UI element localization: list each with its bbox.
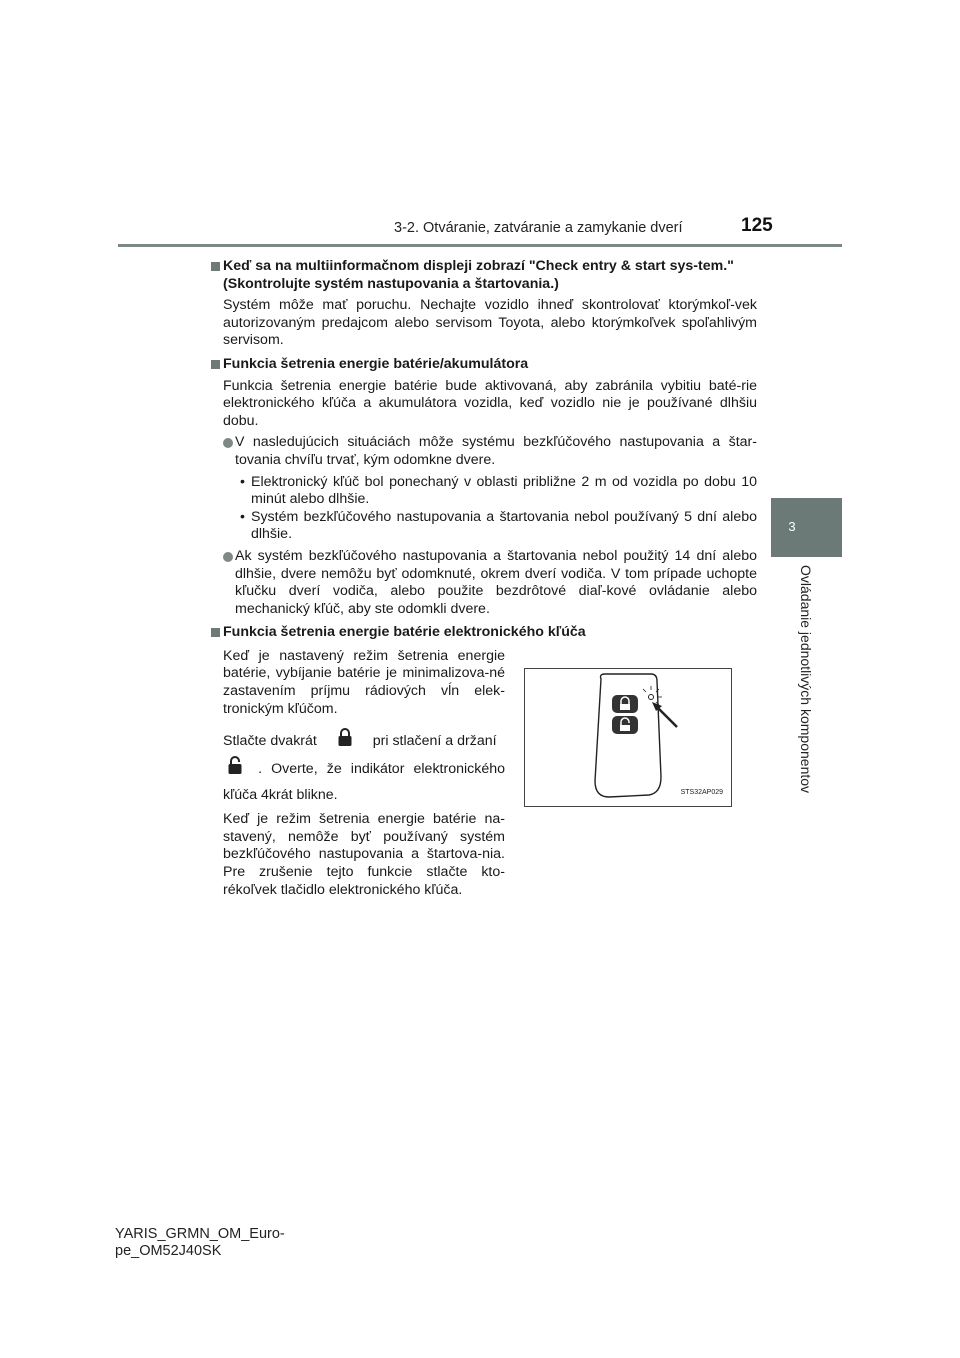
page-content (211, 254, 757, 908)
footer (115, 1226, 285, 1260)
key-illustration (524, 668, 732, 807)
heading-text: Funkcia šetrenia energie batérie/akumulátora (223, 355, 529, 372)
page-number: 125 (741, 215, 773, 236)
heading-text: Funkcia šetrenia energie batérie elektronického kľúča (223, 624, 586, 641)
section-battery-saving (211, 356, 757, 618)
lock-icon (337, 727, 353, 755)
chapter-number: 3 (788, 519, 796, 534)
section-check-entry (211, 258, 757, 350)
unlock-icon (227, 755, 243, 783)
paragraph (223, 727, 505, 807)
chapter-title: Ovládanie jednotlivých komponentov (798, 565, 814, 794)
paragraph-text: Stlačte dvakrát (223, 733, 317, 749)
sub-list-item-text: Systém bezkľúčového nastupovania a štartovania nebol používaný 5 dní alebo dlhšie. (251, 508, 757, 543)
section-title: 3-2. Otváranie, zatváranie a zamykanie dverí (394, 220, 683, 236)
sub-list-item (211, 474, 757, 509)
square-bullet-icon (211, 628, 220, 637)
chapter-tab (771, 498, 842, 557)
figure-caption: STS32AP029 (680, 789, 723, 797)
square-bullet-icon (211, 360, 220, 369)
footer-line: YARIS_GRMN_OM_Euro- (115, 1226, 285, 1242)
list-item (211, 434, 757, 469)
section-heading (211, 624, 757, 642)
list-item (211, 548, 757, 618)
paragraph: Keď je režim šetrenia energie batérie na-stavený, nemôže byť používaný systém bezkľúčového nastupovania a štartova-nia. Pre zrušenie tejto funkcie stlačte kto-rékoľvek tlačidlo elektronického kľúča. (223, 811, 505, 898)
two-column-block (211, 648, 757, 899)
section-heading (211, 356, 757, 374)
square-bullet-icon (211, 262, 220, 271)
paragraph: Keď je nastavený režim šetrenia energie batérie, vybíjanie batérie je minimalizova-né zastavením príjmu rádiových vĺn elek-tronickým kľúčom. (223, 647, 505, 717)
paragraph: Funkcia šetrenia energie batérie bude aktivovaná, aby zabránila vybitiu baté-rie elektronického kľúča a akumulátora vozidla, keď vozidlo nie je používané dlhšiu dobu. (223, 377, 757, 429)
sub-list-item (211, 509, 757, 544)
text-column (223, 648, 505, 899)
sub-list-item-text: Elektronický kľúč bol ponechaný v oblasti približne 2 m od vozidla po dobu 10 minút alebo dlhšie. (251, 473, 757, 508)
dot-bullet-icon: • (240, 508, 245, 525)
dot-bullet-icon: • (240, 473, 245, 490)
circle-bullet-icon (223, 552, 233, 562)
paragraph: Systém môže mať poruchu. Nechajte vozidlo ihneď skontrolovať ktorýmkoľ-vek autorizovaným predajcom alebo servisom Toyota, alebo ktorýmkoľvek spoľahlivým servisom. (223, 297, 757, 349)
footer-line: pe_OM52J40SK (115, 1243, 222, 1259)
list-item-text: V nasledujúcich situáciách môže systému bezkľúčového nastupovania a štar-tovania chvíľu trvať, kým odomkne dvere. (235, 434, 757, 468)
section-key-battery-saving (211, 624, 757, 899)
section-heading (211, 258, 757, 293)
paragraph-text: pri stlačení a držaní (372, 733, 497, 749)
circle-bullet-icon (223, 438, 233, 448)
paragraph-text: . Overte, že indikátor elektronického kľúča 4krát blikne. (223, 761, 505, 804)
header-divider (118, 244, 842, 247)
heading-text: Keď sa na multiinformačnom displeji zobrazí "Check entry & start sys-tem." (Skontrolujte systém nastupovania a štartovania.) (223, 258, 734, 292)
list-item-text: Ak systém bezkľúčového nastupovania a štartovania nebol použitý 14 dní alebo dlhšie, dvere nemôžu byť odomknuté, okrem dverí vodiča. V tom prípade uchopte kľučku dverí vodiča, alebo použite bezdrôtové diaľ-kové ovládanie alebo mechanický kľúč, aby ste odomkli dvere. (235, 547, 757, 617)
